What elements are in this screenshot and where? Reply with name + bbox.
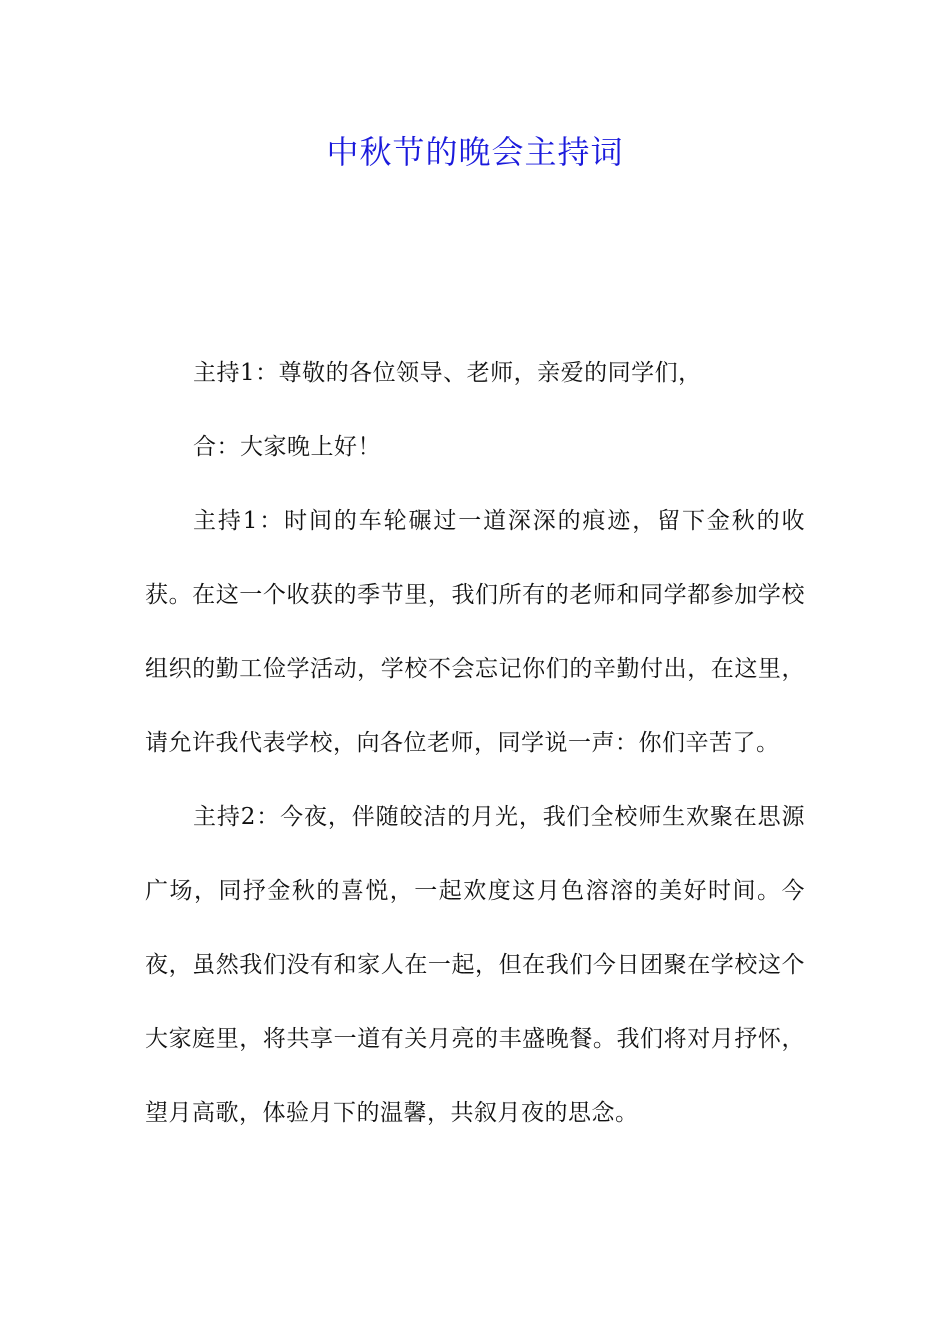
paragraph-host1-greeting: 主持1：尊敬的各位领导、老师，亲爱的同学们，	[193, 360, 702, 386]
paragraph-together-greeting: 合：大家晚上好！	[193, 434, 381, 460]
paragraph-host2-tonight: 主持2：今夜，伴随皎洁的月光，我们全校师生欢聚在思源广场，同抒金秋的喜悦，一起欢度这月色溶溶的美好时间。今夜，虽然我们没有和家人在一起，但在我们今日团聚在学校这个大家庭里，将共享一道有关月亮的丰盛晚餐。我们将对月抒怀，望月高歌，体验月下的温馨，共叙月夜的思念。	[145, 804, 805, 1126]
document-title: 中秋节的晚会主持词	[326, 133, 624, 171]
document-body	[145, 336, 805, 1150]
paragraph-host1-harvest: 主持1：时间的车轮碾过一道深深的痕迹，留下金秋的收获。在这一个收获的季节里，我们所有的老师和同学都参加学校组织的勤工俭学活动，学校不会忘记你们的辛勤付出，在这里，请允许我代表学校，向各位老师，同学说一声：你们辛苦了。	[145, 508, 805, 756]
